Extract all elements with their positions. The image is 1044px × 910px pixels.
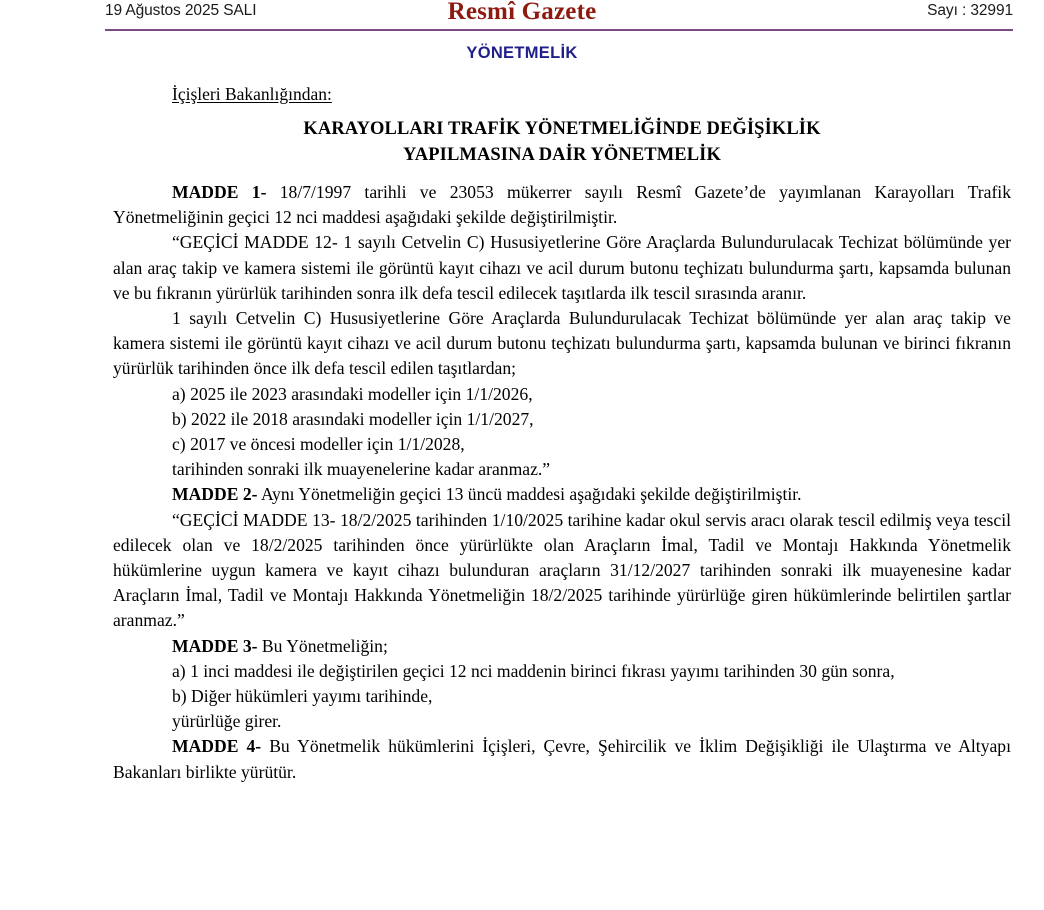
regulation-title [113,116,1011,168]
article-text: b) Diğer hükümleri yayımı tarihinde, [172,686,433,707]
article-paragraph [113,634,1011,659]
article-paragraph [113,684,1011,709]
article-label: MADDE 2- [172,484,258,505]
article-text: a) 1 inci maddesi ile değiştirilen geçici 12 nci maddenin birinci fıkrası yayımı tarihinden 30 gün sonra, [172,660,895,681]
article-paragraph [113,508,1011,634]
regulation-title-line-1: KARAYOLLARI TRAFİK YÖNETMELİĞİNDE DEĞİŞİKLİK [303,119,821,139]
masthead [0,0,1044,30]
article-paragraph [113,659,1011,684]
article-paragraph [113,230,1011,306]
article-paragraph [113,306,1011,382]
article-text: Aynı Yönetmeliğin geçici 13 üncü maddesi aşağıdaki şekilde değiştirilmiştir. [257,484,802,505]
article-label: MADDE 4- [172,736,262,757]
article-paragraph [113,734,1011,784]
article-text: “GEÇİCİ MADDE 12- 1 sayılı Cetvelin C) Hususiyetlerine Göre Araçlarda Bulundurulacak Techizat bölümünde yer alan araç takip ve kamera sistemi ile görüntü kayıt cihazı ve acil durum butonu teçhizatı bulundurma şartı, kapsamda bulunan ve bu fıkranın yürürlük tarihinden sonra ilk defa tescil edilecek taşıtlarda ilk tescil sırasında aranır. [113,232,1011,303]
section-heading: YÖNETMELİK [466,44,578,62]
article-text: Bu Yönetmelik hükümlerini İçişleri, Çevre, Şehircilik ve İklim Değişikliği ile Ulaştırma ve Altyapı Bakanları birlikte yürütür. [113,736,1011,782]
gazette-title: Resmî Gazete [447,0,597,25]
article-text: yürürlüğe girer. [172,711,282,732]
article-paragraph [113,382,1011,407]
article-paragraph [113,407,1011,432]
article-text: b) 2022 ile 2018 arasındaki modeller için 1/1/2027, [172,408,534,429]
article-label: MADDE 1- [172,182,267,202]
document-body [113,83,1011,785]
article-paragraph [113,180,1011,230]
regulation-title-line-2: YAPILMASINA DAİR YÖNETMELİK [403,145,721,165]
article-paragraph [113,432,1011,457]
article-text: tarihinden sonraki ilk muayenelerine kadar aranmaz.” [172,459,551,480]
article-text: “GEÇİCİ MADDE 13- 18/2/2025 tarihinden 1/10/2025 tarihine kadar okul servis aracı olarak tescil edilmiş veya tescil edilecek olan ve 18/2/2025 tarihinden önce yürürlükte olan Araçların İmal, Tadil ve Montajı Hakkında Yönetmelik hükümlerine uygun kamera ve kayıt cihazı bulunduran araçların 31/12/2027 tarihinden sonraki ilk muayenesine kadar Araçların İmal, Tadil ve Montajı Hakkında Yönetmeliğin 18/2/2025 tarihinde yürürlüğe giren hükümlerinde belirtilen şartlar aranmaz.” [113,509,1011,631]
article-text: 1 sayılı Cetvelin C) Hususiyetlerine Göre Araçlarda Bulundurulacak Techizat bölümünde yer alan araç takip ve kamera sistemi ile görüntü kayıt cihazı ve acil durum butonu teçhizatı bulundurma şartı, kapsamda bulunan ve birinci fıkranın yürürlük tarihinden önce ilk defa tescil edilen taşıtlardan; [113,308,1011,379]
article-paragraph [113,482,1011,507]
article-paragraph [113,709,1011,734]
issuing-authority [172,83,1011,105]
article-text: a) 2025 ile 2023 arasındaki modeller için 1/1/2026, [172,383,533,404]
article-text: 18/7/1997 tarihli ve 23053 mükerrer sayılı Resmî Gazete’de yayımlanan Karayolları Trafik Yönetmeliğinin geçici 12 nci maddesi aşağıdaki şekilde değiştirilmiştir. [113,182,1011,228]
gazette-date: 19 Ağustos 2025 SALI [105,2,257,19]
article-text: Bu Yönetmeliğin; [257,635,388,656]
masthead-divider [105,29,1013,31]
issuing-authority-label: İçişleri Bakanlığından: [172,84,332,104]
article-label: MADDE 3- [172,635,258,656]
article-text: c) 2017 ve öncesi modeller için 1/1/2028, [172,434,465,455]
gazette-issue-number: Sayı : 32991 [927,2,1013,19]
article-paragraph [113,457,1011,482]
